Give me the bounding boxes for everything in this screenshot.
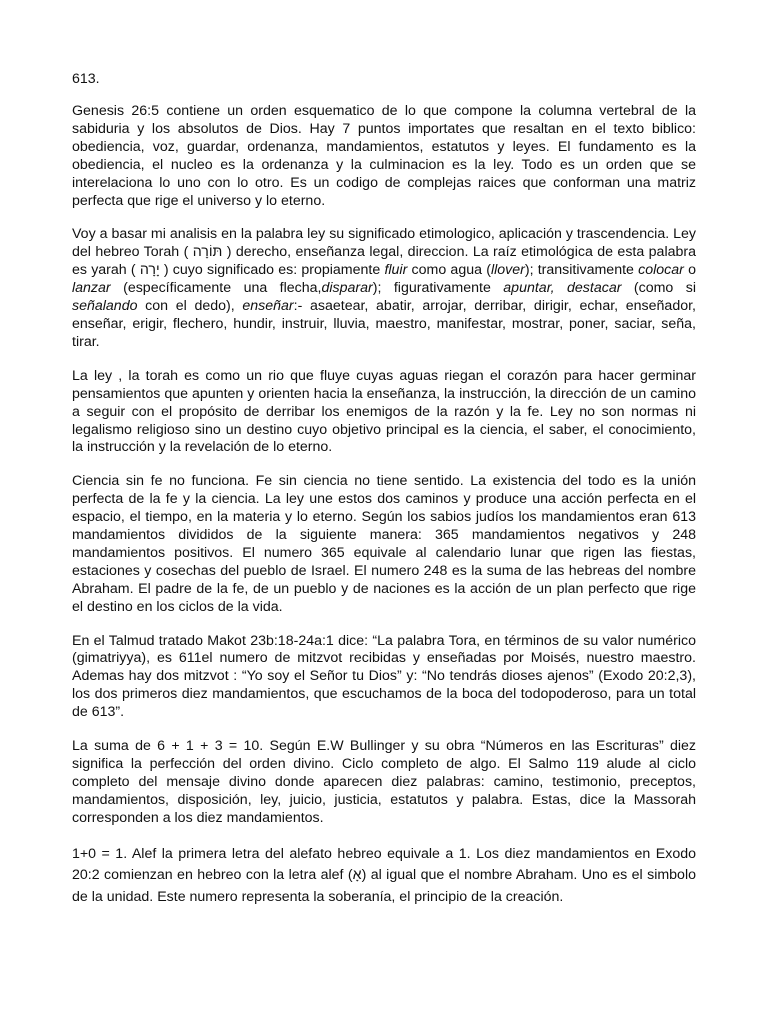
paragraph-talmud: En el Talmud tratado Makot 23b:18-24a:1 dice: “La palabra Tora, en términos de su valor numérico (gimatriyya), es 611el numero de mitzvot recibidas y enseñadas por Moisés, nuestro maestro. Ademas hay dos mitzvot : “Yo soy el Señor tu Dios” y: “No tendrás dioses ajenos” (Exodo 20:2,3), los dos primeros diez mandamientos, que escuchamos de la boca del todopoderoso, para un total de 613”. bbox=[72, 632, 696, 721]
paragraph-genesis: Genesis 26:5 contiene un orden esquematico de lo que compone la columna vertebral de la sabiduria y los absolutos de Dios. Hay 7 puntos importates que resaltan en el texto biblico: obediencia, voz, guardar, ordenanza, mandamientos, estatutos y leyes. El fundamento es la obediencia, el nucleo es la ordenanza y la culminacion es la ley. Todo es un orden que se interelaciona lo uno con lo otro. Es un codigo de complejas raices que conforman una matriz perfecta que rige el universo y lo eterno. bbox=[72, 103, 696, 209]
text-segment: ); figurativamente bbox=[372, 280, 504, 297]
italic-term: fluir bbox=[384, 262, 408, 279]
text-segment: como agua ( bbox=[407, 262, 491, 279]
italic-term: llover bbox=[490, 262, 525, 279]
text-segment: (como si bbox=[621, 280, 696, 297]
italic-term: colocar bbox=[638, 262, 684, 279]
italic-term: señalando bbox=[72, 298, 138, 315]
paragraph-alef: 1+0 = 1. Alef la primera letra del alefato hebreo equivale a 1. Los diez mandamientos en Exodo 20:2 comienzan en hebreo con la letra alef (אָ) al igual que el nombre Abraham. Uno es el simbolo de la unidad. Este numero representa la soberanía, el principio de la creación. bbox=[72, 845, 696, 905]
text-segment: Voy a basar mi analisis en la palabra ley su significado etimologico, aplicación y trascendencia. Ley del hebreo Torah ( תּוֹרָה ) derecho, enseñanza legal, direccion. La raíz etimológica de esta palabra es yarah ( יָרָה ) cuyo significado es: propiamente bbox=[72, 226, 696, 279]
text-segment: (específicamente una flecha, bbox=[110, 280, 322, 297]
paragraph-suma-diez: La suma de 6 + 1 + 3 = 10. Según E.W Bullinger y su obra “Números en las Escrituras” diez significa la perfección del orden divino. Ciclo completo de algo. El Salmo 119 alude al ciclo completo del mensaje divino donde aparecen diez palabras: camino, testimonio, preceptos, mandamientos, disposición, ley, juicio, justicia, estatutos y palabra. Estas, dice la Massorah corresponden a los diez mandamientos. bbox=[72, 738, 696, 826]
italic-term: lanzar bbox=[72, 280, 111, 297]
paragraph-torah-rio: La ley , la torah es como un rio que fluye cuyas aguas riegan el corazón para hacer germinar pensamientos que apunten y orienten hacia la enseñanza, la instrucción, la dirección de un camino a seguir con el propósito de derribar los enemigos de la razón y la fe. Ley no son normas ni legalismo religioso sino un destino cuyo objetivo principal es la ciencia, el saber, el conocimiento, la instrucción y la revelación de lo eterno. bbox=[72, 367, 696, 456]
paragraph-ley-etimologia bbox=[72, 226, 696, 351]
italic-term: apuntar, destacar bbox=[503, 280, 622, 297]
page-number: 613. bbox=[72, 71, 100, 87]
text-segment: con el dedo), bbox=[137, 298, 243, 315]
text-segment: o bbox=[683, 262, 696, 279]
italic-term: enseñar bbox=[242, 298, 294, 315]
text-segment: ); transitivamente bbox=[524, 262, 639, 279]
text-segment: :- asaetear, abatir, arrojar, derribar, dirigir, echar, enseñador, enseñar, erigir, flechero, hundir, instruir, lluvia, maestro, manifestar, mostrar, poner, saciar, seña, tirar. bbox=[72, 298, 696, 350]
paragraph-ciencia-fe: Ciencia sin fe no funciona. Fe sin ciencia no tiene sentido. La existencia del todo es la unión perfecta de la fe y la ciencia. La ley une estos dos caminos y produce una acción perfecta en el espacio, el tiempo, en la materia y lo eterno. Según los sabios judíos los mandamientos eran 613 mandamientos divididos de la siguiente manera: 365 mandamientos negativos y 248 mandamientos positivos. El numero 365 equivale al calendario lunar que rigen las fiestas, estaciones y cosechas del pueblo de Israel. El numero 248 es la suma de las hebreas del nombre Abraham. El padre de la fe, de un pueblo y de naciones es la acción de un plan perfecto que rige el destino en los ciclos de la vida. bbox=[72, 473, 696, 615]
italic-term: disparar bbox=[321, 280, 373, 297]
